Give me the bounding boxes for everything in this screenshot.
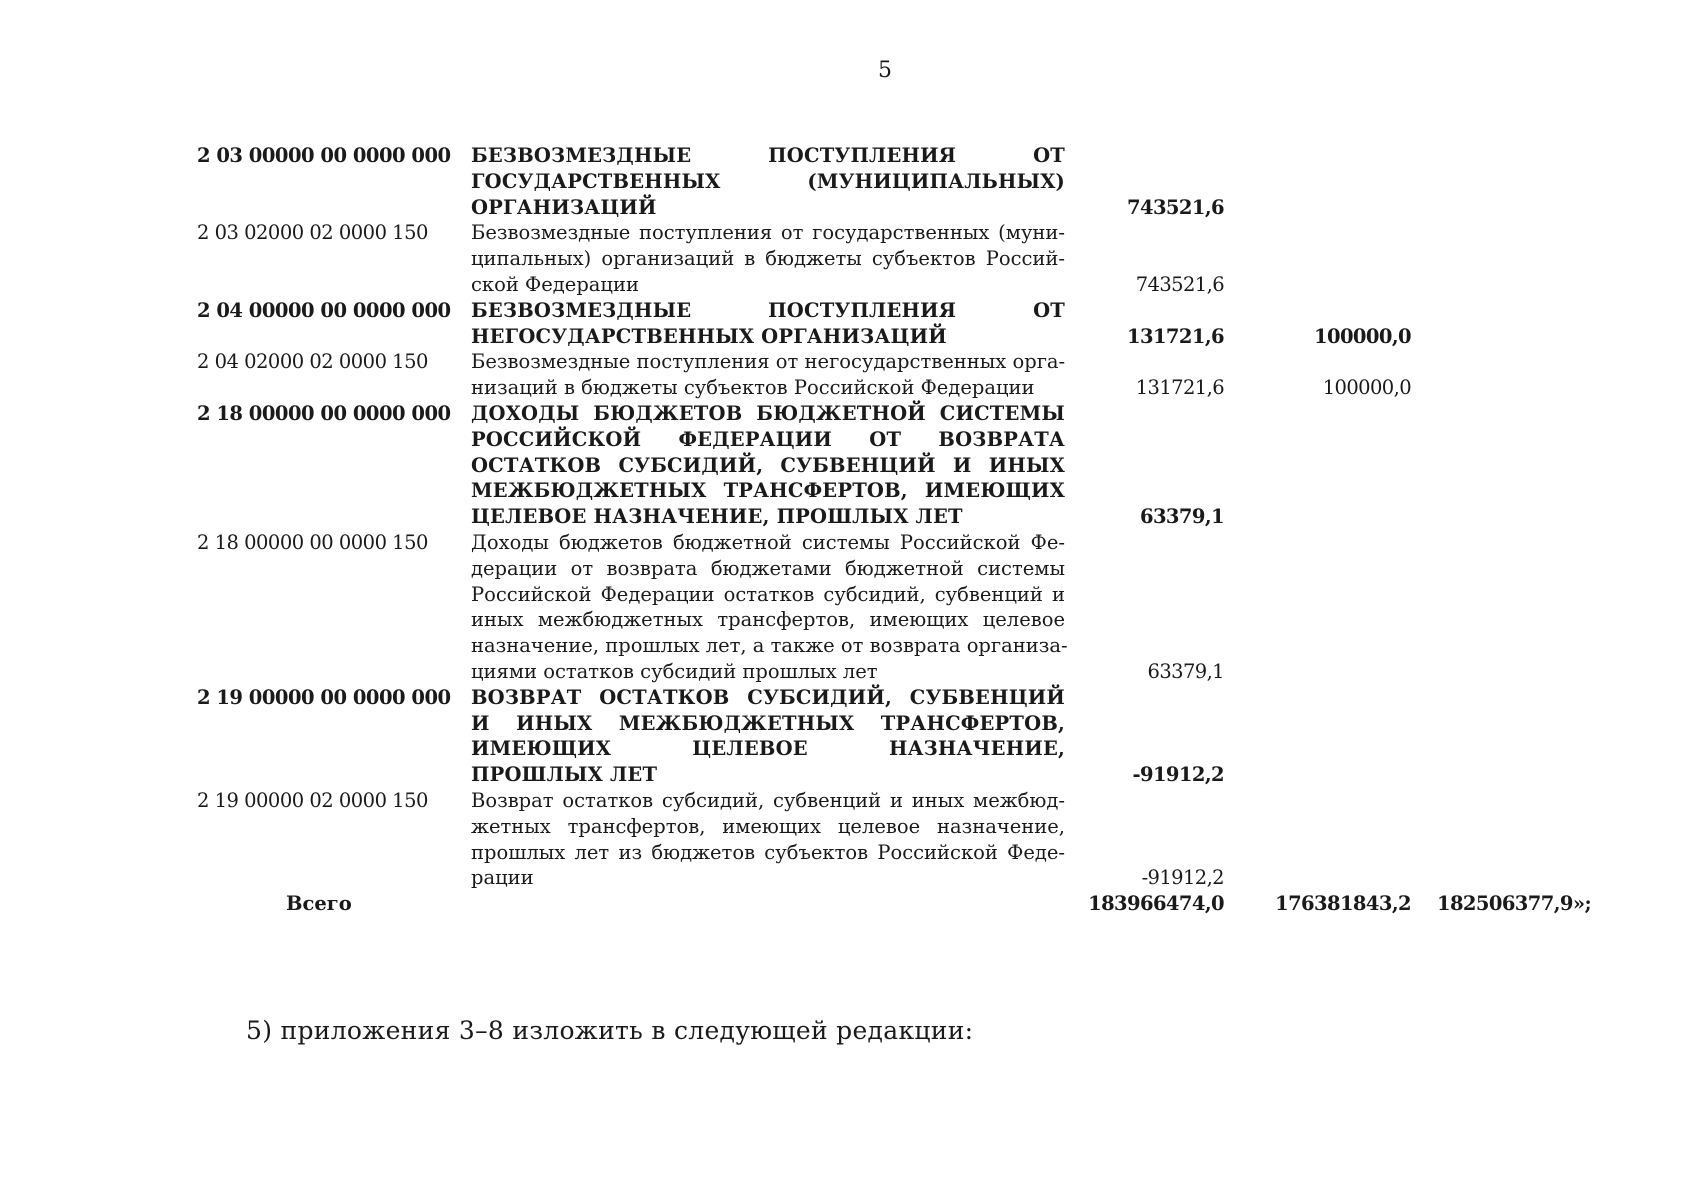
amount-cell: 63379,1 bbox=[1140, 505, 1224, 529]
budget-code: 2 19 00000 00 0000 000 bbox=[197, 685, 451, 709]
description-line: низаций в бюджеты субъектов Российской Федерации bbox=[471, 376, 1035, 400]
table-row bbox=[0, 788, 1697, 891]
amount-cell: 100000,0 bbox=[1322, 376, 1411, 400]
description-line: ВОЗВРАТ ОСТАТКОВ СУБСИДИЙ, СУБВЕНЦИЙ bbox=[471, 685, 1065, 709]
row-description bbox=[471, 685, 1065, 788]
row-description bbox=[471, 220, 1065, 297]
table-row bbox=[0, 349, 1697, 401]
description-line: ОСТАТКОВ СУБСИДИЙ, СУБВЕНЦИЙ И ИНЫХ bbox=[471, 453, 1065, 477]
table-row-section bbox=[0, 298, 1697, 350]
description-line: ДОХОДЫ БЮДЖЕТОВ БЮДЖЕТНОЙ СИСТЕМЫ bbox=[471, 401, 1065, 425]
description-line: назначение, прошлых лет, а также от возврата организа- bbox=[471, 634, 1068, 658]
budget-code: 2 18 00000 00 0000 000 bbox=[197, 401, 451, 425]
description-line: Возврат остатков субсидий, субвенций и иных межбюд- bbox=[471, 788, 1065, 812]
description-line: рации bbox=[471, 866, 534, 890]
description-line: иных межбюджетных трансфертов, имеющих целевое bbox=[471, 608, 1065, 632]
description-line: циями остатков субсидий прошлых лет bbox=[471, 659, 878, 683]
description-line: жетных трансфертов, имеющих целевое назначение, bbox=[471, 814, 1065, 838]
description-line: ЦЕЛЕВОЕ НАЗНАЧЕНИЕ, ПРОШЛЫХ ЛЕТ bbox=[471, 505, 963, 529]
description-line: ПРОШЛЫХ ЛЕТ bbox=[471, 763, 658, 787]
row-description bbox=[471, 349, 1065, 401]
budget-code: 2 19 00000 02 0000 150 bbox=[197, 788, 428, 812]
row-description bbox=[471, 788, 1065, 891]
budget-code: 2 03 00000 00 0000 000 bbox=[197, 144, 451, 167]
budget-code: 2 04 00000 00 0000 000 bbox=[197, 298, 451, 322]
footer-instruction: 5) приложения 3–8 изложить в следующей редакции: bbox=[246, 1016, 974, 1045]
description-line: Безвозмездные поступления от негосударственных орга- bbox=[471, 350, 1066, 374]
table-row bbox=[0, 220, 1697, 297]
description-line: Безвозмездные поступления от государственных (муни- bbox=[471, 221, 1065, 245]
table-row-total bbox=[0, 891, 1697, 917]
amount-cell: 131721,6 bbox=[1127, 324, 1224, 348]
budget-code: 2 18 00000 00 0000 150 bbox=[197, 530, 428, 554]
description-line: ИМЕЮЩИХ ЦЕЛЕВОЕ НАЗНАЧЕНИЕ, bbox=[471, 737, 1065, 761]
page-number: 5 bbox=[878, 58, 892, 83]
description-line: БЕЗВОЗМЕЗДНЫЕ ПОСТУПЛЕНИЯ ОТ bbox=[471, 144, 1065, 167]
table-row-section bbox=[0, 401, 1697, 530]
amount-cell: -91912,2 bbox=[1132, 763, 1224, 787]
description-line: ГОСУДАРСТВЕННЫХ (МУНИЦИПАЛЬНЫХ) bbox=[471, 169, 1065, 193]
total-amount: 183966474,0 bbox=[1088, 892, 1224, 916]
total-amount: 176381843,2 bbox=[1275, 892, 1411, 916]
description-line: дерации от возврата бюджетами бюджетной системы bbox=[471, 556, 1065, 580]
budget-code: 2 04 02000 02 0000 150 bbox=[197, 350, 428, 374]
budget-table bbox=[0, 143, 1697, 917]
row-description bbox=[471, 143, 1065, 220]
description-line: ципальных) организаций в бюджеты субъектов Россий- bbox=[471, 247, 1065, 271]
description-line: И ИНЫХ МЕЖБЮДЖЕТНЫХ ТРАНСФЕРТОВ, bbox=[471, 711, 1065, 735]
description-line: БЕЗВОЗМЕЗДНЫЕ ПОСТУПЛЕНИЯ ОТ bbox=[471, 298, 1065, 322]
description-line: ской Федерации bbox=[471, 272, 639, 296]
table-row bbox=[0, 530, 1697, 685]
amount-cell: 100000,0 bbox=[1314, 324, 1411, 348]
total-label: Всего bbox=[286, 892, 352, 916]
amount-cell: 743521,6 bbox=[1127, 195, 1224, 219]
row-description bbox=[471, 401, 1065, 530]
description-line: РОССИЙСКОЙ ФЕДЕРАЦИИ ОТ ВОЗВРАТА bbox=[471, 427, 1065, 451]
amount-cell: 743521,6 bbox=[1135, 272, 1224, 296]
description-line: прошлых лет из бюджетов субъектов Российской Феде- bbox=[471, 840, 1065, 864]
table-row-section bbox=[0, 685, 1697, 788]
amount-cell: 131721,6 bbox=[1135, 376, 1224, 400]
table-row-section bbox=[0, 143, 1697, 220]
description-line: ОРГАНИЗАЦИЙ bbox=[471, 195, 657, 219]
row-description bbox=[471, 530, 1068, 685]
description-line: Российской Федерации остатков субсидий, субвенций и bbox=[471, 582, 1065, 606]
description-line: Доходы бюджетов бюджетной системы Российской Фе- bbox=[471, 530, 1065, 554]
amount-cell: 63379,1 bbox=[1147, 659, 1224, 683]
total-amount: 182506377,9»; bbox=[1437, 892, 1592, 916]
budget-code: 2 03 02000 02 0000 150 bbox=[197, 221, 428, 245]
amount-cell: -91912,2 bbox=[1141, 866, 1224, 890]
description-line: МЕЖБЮДЖЕТНЫХ ТРАНСФЕРТОВ, ИМЕЮЩИХ bbox=[471, 479, 1065, 503]
description-line: НЕГОСУДАРСТВЕННЫХ ОРГАНИЗАЦИЙ bbox=[471, 324, 947, 348]
row-description bbox=[471, 298, 1065, 350]
